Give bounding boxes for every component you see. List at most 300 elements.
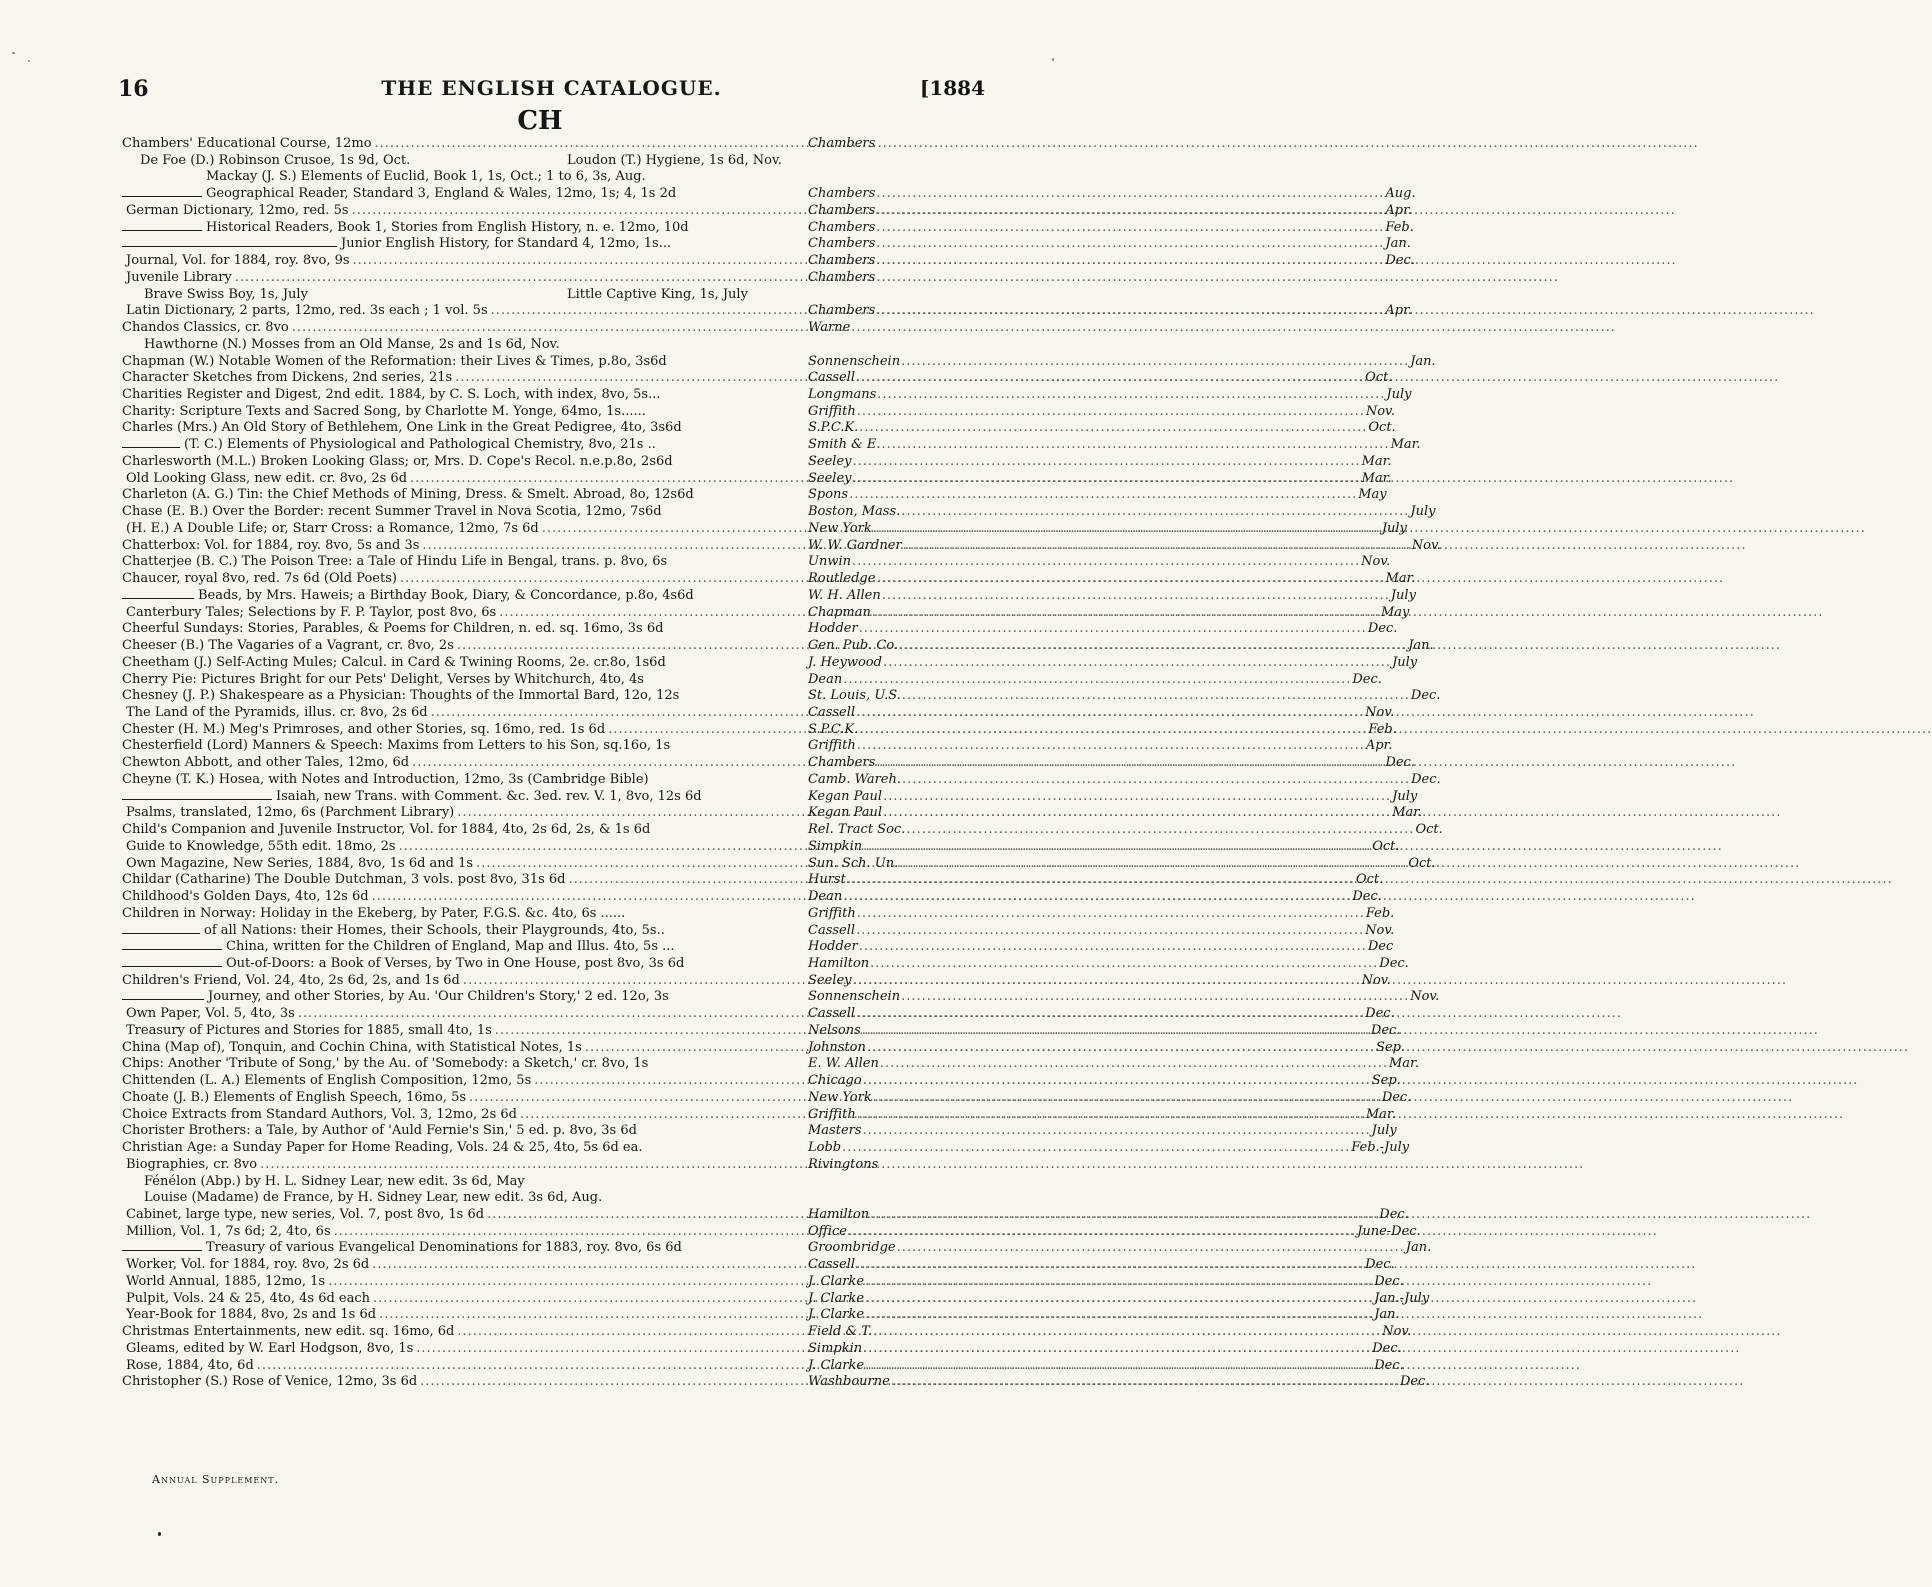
publisher-name: Griffith [808, 738, 856, 754]
catalogue-entry [122, 955, 1409, 973]
publisher-column [808, 1290, 1430, 1308]
entry-second-title: Little Captive King, 1s, July [567, 286, 748, 302]
entry-text-line [122, 203, 806, 220]
publisher-column [808, 520, 1407, 538]
catalogue-entry [122, 621, 1398, 638]
entry-text-line [122, 688, 806, 705]
publisher-column [808, 353, 1436, 371]
entry-text-line [122, 789, 806, 806]
publisher-column [808, 922, 1395, 940]
entry-title: Character Sketches from Dickens, 2nd series, 21s [122, 370, 453, 386]
catalogue-entry [122, 905, 1395, 923]
publisher-name: Warne [808, 320, 851, 336]
publisher-column [808, 621, 1398, 638]
publication-month: Mar. [1361, 453, 1392, 469]
entry-text-line [122, 839, 806, 856]
publication-month: Apr. [1365, 738, 1393, 754]
catalogue-entry [122, 972, 1391, 990]
catalogue-entry [122, 855, 1436, 873]
catalogue-entry [122, 1340, 1402, 1358]
publisher-name: Unwin [808, 554, 851, 570]
publication-month: Dec. [1374, 1357, 1404, 1373]
entry-title: Gleams, edited by W. Earl Hodgson, 8vo, 1s [126, 1340, 414, 1356]
entry-text-line [122, 672, 806, 689]
entry-text-line [122, 722, 806, 739]
publication-month: Apr. [1385, 303, 1413, 319]
publisher-column [808, 1374, 1430, 1391]
publisher-name: Gen. Pub. Co. [808, 638, 899, 654]
entry-text-line [122, 889, 806, 906]
publisher-name: J. Heywood [808, 654, 882, 670]
publisher-column [808, 771, 1441, 789]
entry-title: Charity: Scripture Texts and Sacred Song, by Charlotte M. Yonge, 64mo, 1s...... [122, 403, 646, 419]
catalogue-entry [122, 939, 1394, 956]
dot-leader [862, 1023, 1370, 1040]
dot-leader [859, 621, 1367, 638]
dot-leader [870, 1207, 1378, 1224]
publication-month: Jan. [1374, 1307, 1400, 1323]
dot-leader [375, 136, 1699, 153]
catalogue-entry [122, 1157, 992, 1174]
catalogue-entry [122, 202, 1413, 220]
entry-title: Treasury of various Evangelical Denominations for 1883, roy. 8vo, 6s 6d [206, 1240, 682, 1256]
entry-text-line [122, 354, 806, 371]
publisher-name: Boston, Mass. [808, 504, 901, 520]
publisher-column [808, 755, 1415, 772]
catalogue-entry [122, 1257, 1395, 1274]
catalogue-entry [122, 1056, 1419, 1073]
publisher-name: Simpkin [808, 838, 863, 854]
entry-text-line [122, 521, 806, 538]
publication-month: Oct. [1365, 370, 1393, 386]
publication-month: Dec. [1411, 771, 1441, 787]
dot-leader [883, 805, 1391, 822]
publication-month: Mar. [1361, 470, 1392, 486]
publisher-name: Seeley [808, 470, 852, 486]
catalogue-entry [122, 1174, 992, 1191]
publication-month: July [1390, 587, 1416, 603]
entry-title: Isaiah, new Trans. with Comment. &c. 3ed. rev. V. 1, 8vo, 12s 6d [276, 788, 702, 804]
publisher-name: Cassell [808, 370, 856, 386]
catalogue-entry [122, 1273, 1404, 1291]
entry-text-line [122, 1224, 806, 1241]
entry-text-line [122, 605, 806, 622]
dot-leader [863, 1073, 1371, 1090]
catalogue-entry [122, 872, 1384, 889]
dot-leader [897, 1240, 1405, 1257]
publisher-column [808, 738, 1393, 755]
entry-text-line [122, 571, 806, 588]
publisher-name: Hamilton [808, 1207, 870, 1222]
publisher-name: Seeley [808, 453, 852, 469]
publisher-name: Dean [808, 671, 843, 687]
publication-month: Mar. [1390, 437, 1421, 453]
entry-title: Christopher (S.) Rose of Venice, 12mo, 3s 6d [122, 1374, 418, 1390]
publication-month: Dec. [1352, 889, 1382, 905]
publisher-column [808, 939, 1394, 956]
dot-leader [891, 1374, 1399, 1391]
entry-text-line [122, 989, 806, 1006]
catalogue-entry [122, 1190, 992, 1207]
catalogue-entry [122, 771, 1441, 789]
dot-leader [876, 236, 1384, 253]
publication-month: Dec. [1367, 621, 1398, 637]
publisher-column [808, 1157, 992, 1174]
entry-title: Chatterbox: Vol. for 1884, roy. 8vo, 5s and 3s [122, 537, 420, 553]
running-header [118, 76, 985, 106]
publisher-name: Smith & E. [808, 437, 881, 453]
entry-text-line [122, 1341, 806, 1358]
entry-text-line [122, 956, 806, 973]
entry-text-line [144, 1174, 992, 1191]
publication-month: Jan. [1410, 353, 1436, 369]
publisher-column [808, 905, 1395, 923]
entry-title: Rose, 1884, 4to, 6d [126, 1357, 254, 1373]
entry-text-line [122, 1257, 806, 1274]
publisher-name: E. W. Allen [808, 1056, 879, 1072]
publisher-name: Field & T. [808, 1324, 873, 1340]
entry-title: Junior English History, for Standard 4, 12mo, 1s... [341, 236, 672, 252]
dot-leader [856, 923, 1364, 940]
catalogue-entry [122, 186, 1416, 203]
publisher-column [808, 453, 1392, 471]
entry-text-line [122, 387, 806, 404]
publisher-column [808, 1273, 1404, 1291]
catalogue-entry [122, 387, 1412, 404]
section-heading: CH [517, 106, 563, 136]
ditto-rule [122, 1250, 202, 1251]
entry-title: Old Looking Glass, new edit. cr. 8vo, 2s 6d [126, 470, 408, 486]
publication-month: Dec. [1370, 1022, 1401, 1038]
entry-title: Worker, Vol. for 1884, roy. 8vo, 2s 6d [126, 1257, 370, 1273]
ditto-rule [122, 196, 202, 197]
entry-title: Mackay (J. S.) Elements of Euclid, Book 1, 1s, Oct.; 1 to 6, 3s, Aug. [206, 169, 646, 185]
publisher-column [808, 554, 1391, 571]
entry-title: Christmas Entertainments, new edit. sq. 16mo, 6d [122, 1324, 455, 1340]
publisher-name: Cassell [808, 1257, 856, 1273]
publisher-name: Griffith [808, 403, 856, 419]
entry-text-line [122, 136, 806, 153]
entry-text-line [122, 1140, 806, 1157]
catalogue-entry [122, 1089, 1412, 1107]
dot-leader [853, 471, 1361, 488]
dot-leader [857, 906, 1365, 923]
publisher-column [808, 136, 992, 153]
paper-speck [12, 52, 15, 54]
entry-text-line [122, 923, 806, 940]
publisher-name: Seeley [808, 972, 852, 988]
ditto-rule [122, 966, 222, 967]
catalogue-entry [122, 704, 1395, 722]
publisher-name: J. Clarke [808, 1290, 865, 1306]
publisher-name: Griffith [808, 1106, 856, 1122]
entry-text-line [122, 437, 806, 454]
ditto-rule [122, 598, 194, 599]
entry-title: Chandos Classics, cr. 8vo [122, 320, 289, 336]
publisher-column [808, 1340, 1402, 1358]
catalogue-entry [122, 805, 1423, 822]
entry-text-line [122, 1374, 806, 1391]
publisher-name: W. W. Gardner [808, 537, 902, 553]
entry-title: Charlesworth (M.L.) Broken Looking Glass; or, Mrs. D. Cope's Recol. n.e.p.8o, 2s6d [122, 453, 673, 469]
dot-leader [901, 989, 1409, 1006]
catalogue-entry [122, 688, 1441, 705]
entry-title: Brave Swiss Boy, 1s, July [144, 286, 308, 302]
dot-leader [865, 1274, 1373, 1291]
dot-leader [865, 1358, 1373, 1375]
publisher-column [808, 303, 1413, 320]
dot-leader [863, 1123, 1371, 1140]
publisher-name: Cassell [808, 1006, 856, 1022]
entry-title: Louise (Madame) de France, by H. Sidney Lear, new edit. 3s 6d, Aug. [144, 1190, 603, 1206]
entry-text-line [122, 504, 806, 521]
catalogue-entry [122, 520, 1407, 538]
entry-text-line [122, 236, 806, 253]
entry-text-line [144, 287, 567, 304]
publisher-name: Kegan Paul [808, 788, 883, 804]
publication-month: July [1392, 654, 1418, 670]
entry-title: Childhood's Golden Days, 4to, 12s 6d [122, 889, 369, 905]
publication-month: Dec. [1385, 253, 1415, 269]
entry-title: Own Paper, Vol. 5, 4to, 3s [126, 1006, 295, 1022]
catalogue-entry [122, 504, 1436, 521]
publisher-column [808, 370, 1393, 387]
entry-text-line [122, 621, 806, 638]
catalogue-entry [122, 253, 1415, 270]
publisher-name: Groombridge [808, 1240, 896, 1256]
entry-text-line [122, 1056, 806, 1073]
publisher-column [808, 822, 1443, 839]
catalogue-entry [122, 287, 992, 304]
entry-title: Children's Friend, Vol. 24, 4to, 2s 6d, 2s, and 1s 6d [122, 972, 460, 988]
catalogue-entry [122, 671, 1382, 689]
publication-month: Jan. [1405, 1240, 1432, 1256]
entry-text-line [122, 1291, 806, 1308]
ditto-rule [122, 246, 337, 247]
publisher-column [808, 788, 1418, 806]
catalogue-entry [122, 638, 1434, 655]
publisher-name: Johnston [808, 1039, 866, 1055]
publisher-column [808, 487, 1387, 504]
publication-month: Jan. [1408, 638, 1434, 654]
publisher-column [808, 1240, 1432, 1257]
dot-leader [848, 1224, 1356, 1241]
dot-leader [853, 454, 1361, 471]
catalogue-entry [122, 922, 1395, 940]
publication-month: Dec. [1385, 755, 1415, 771]
dot-leader [873, 1090, 1381, 1107]
publisher-name: Washbourne [808, 1374, 890, 1390]
entry-title: Child's Companion and Juvenile Instructor, Vol. for 1884, 4to, 2s 6d, 2s, & 1s 6d [122, 822, 651, 838]
entry-text-line [122, 588, 806, 605]
publisher-column [808, 1223, 1421, 1241]
publisher-column [808, 638, 1434, 655]
publisher-column [808, 989, 1440, 1006]
dot-leader [856, 1257, 1364, 1274]
entry-text-line [122, 253, 806, 270]
publisher-column [808, 1257, 1395, 1274]
publisher-name: J. Clarke [808, 1273, 865, 1289]
ditto-rule [122, 230, 202, 231]
publisher-column [808, 186, 1416, 203]
publisher-name: New York [808, 1089, 872, 1105]
publisher-name: Sonnenschein [808, 353, 901, 369]
publication-month: Oct. [1372, 838, 1400, 854]
publication-month: Dec. [1379, 1207, 1409, 1222]
publisher-column [808, 1022, 1401, 1040]
publication-month: Feb.-July [1351, 1140, 1410, 1156]
dot-leader [873, 1324, 1381, 1341]
catalogue-entry [122, 1106, 1396, 1124]
publisher-column [808, 1207, 1409, 1224]
dot-leader [859, 939, 1367, 956]
entry-title: Historical Readers, Book 1, Stories from English History, n. e. 12mo, 10d [206, 219, 689, 235]
paper-speck [1052, 58, 1054, 61]
publisher-name: Kegan Paul [808, 805, 883, 821]
entry-title: Children in Norway: Holiday in the Ekeberg, by Pater, F.G.S. &c. 4to, 6s ...... [122, 905, 626, 921]
entry-title: De Foe (D.) Robinson Crusoe, 1s 9d, Oct. [140, 152, 411, 168]
dot-leader [865, 1291, 1373, 1308]
catalogue-entry [122, 219, 1414, 237]
entry-text-line [122, 303, 806, 320]
publisher-name: Chambers [808, 219, 876, 235]
publication-month: Oct. [1415, 822, 1443, 838]
entry-title: Cabinet, large type, new series, Vol. 7, post 8vo, 1s 6d [126, 1207, 485, 1222]
entry-text-line [140, 153, 567, 170]
publisher-column [808, 872, 1384, 889]
catalogue-entry [122, 1006, 1395, 1023]
dot-leader [843, 672, 1351, 689]
publisher-name: Chambers [808, 303, 876, 319]
publication-month: Nov. [1365, 704, 1395, 720]
footer-note: Annual Supplement. [152, 1473, 280, 1486]
entry-title: Chatterjee (B. C.) The Poison Tree: a Tale of Hindu Life in Bengal, trans. p. 8vo, 6s [122, 554, 668, 570]
entry-title: Christian Age: a Sunday Paper for Home Reading, Vols. 24 & 25, 4to, 5s 6d ea. [122, 1140, 643, 1156]
publication-month: Dec [1367, 939, 1394, 955]
entry-title: Cherry Pie: Pictures Bright for our Pets' Delight, Verses by Whitchurch, 4to, 4s [122, 671, 644, 687]
catalogue-entry [122, 169, 992, 186]
entry-title: Latin Dictionary, 2 parts, 12mo, red. 3s each ; 1 vol. 5s [126, 303, 488, 319]
ditto-rule [122, 933, 200, 934]
catalogue-entry [122, 337, 992, 354]
publication-month: Aug. [1385, 186, 1416, 202]
dot-leader [901, 354, 1409, 371]
publisher-name: Chambers [808, 202, 876, 218]
publication-month: Jan.-July [1374, 1290, 1430, 1306]
entry-text-line [122, 370, 806, 387]
publication-month: Nov. [1361, 972, 1391, 988]
publisher-name: Hurst [808, 872, 846, 888]
publisher-name: Office [808, 1223, 847, 1239]
publisher-name: Longmans [808, 387, 877, 403]
publisher-column [808, 955, 1409, 973]
entry-text-line [122, 1157, 806, 1174]
entry-title: Fénélon (Abp.) by H. L. Sidney Lear, new edit. 3s 6d, May [144, 1173, 525, 1189]
publisher-name: Chambers [808, 253, 876, 269]
dot-leader [876, 571, 1384, 588]
catalogue-entry [122, 738, 1393, 755]
publisher-name: Simpkin [808, 1340, 863, 1356]
publisher-column [808, 1123, 1397, 1140]
entry-title: Geographical Reader, Standard 3, England & Wales, 12mo, 1s; 4, 1s 2d [206, 186, 677, 202]
publisher-name: W. H. Allen [808, 587, 881, 603]
publisher-name: Chambers [808, 136, 876, 151]
publisher-name: Chambers [808, 186, 876, 202]
dot-leader [883, 789, 1391, 806]
publisher-column [808, 420, 1396, 437]
dot-leader [899, 856, 1407, 873]
publisher-column [808, 504, 1436, 521]
entry-title: China, written for the Children of England, Map and Illus. 4to, 5s ... [226, 939, 675, 955]
publisher-name: New York [808, 520, 872, 536]
publication-month: Nov. [1365, 922, 1395, 938]
catalogue-entry [122, 838, 1400, 856]
publisher-column [808, 1056, 1419, 1073]
entry-text-line [122, 1006, 806, 1023]
entry-title: Charles (Mrs.) An Old Story of Bethlehem, One Link in the Great Pedigree, 4to, 3s6d [122, 420, 682, 436]
paper-speck [28, 60, 30, 62]
dot-leader [859, 420, 1367, 437]
catalogue-entry [122, 453, 1392, 471]
publisher-column [808, 253, 1415, 270]
catalogue-entry [122, 1290, 1430, 1308]
catalogue-entry [122, 270, 992, 287]
dot-leader [857, 1107, 1365, 1124]
entry-text-line [122, 1324, 806, 1341]
entry-text-line [122, 1358, 806, 1375]
entry-title: Treasury of Pictures and Stories for 1885, small 4to, 1s [126, 1022, 492, 1038]
entry-text-line [122, 939, 806, 956]
publication-month: Dec. [1365, 1257, 1395, 1273]
entry-text-line [122, 738, 806, 755]
dot-leader [856, 370, 1364, 387]
entry-title: Chittenden (L. A.) Elements of English Composition, 12mo, 5s [122, 1073, 532, 1089]
dot-leader [881, 437, 1389, 454]
entry-text-line [122, 471, 806, 488]
publication-month: Jan. [1385, 236, 1411, 252]
entry-title: Childar (Catharine) The Double Dutchman, 3 vols. post 8vo, 31s 6d [122, 872, 566, 888]
entry-title: Choate (J. B.) Elements of English Speech, 16mo, 5s [122, 1089, 467, 1105]
entry-text-line [122, 1207, 806, 1224]
publisher-column [808, 704, 1395, 722]
publisher-column [808, 1307, 1400, 1324]
catalogue-entry [122, 1073, 1401, 1090]
ditto-rule [122, 447, 180, 448]
dot-leader [899, 638, 1407, 655]
catalogue-entry [122, 1374, 1430, 1391]
ditto-rule [122, 999, 204, 1000]
dot-leader [853, 973, 1361, 990]
publisher-name: J. Clarke [808, 1357, 865, 1373]
dot-leader [857, 738, 1365, 755]
entry-title: Chesterfield (Lord) Manners & Speech: Maxims from Letters to his Son, sq.16o, 1s [122, 738, 671, 754]
entry-text-line [122, 538, 806, 555]
entry-title: of all Nations: their Homes, their Schools, their Playgrounds, 4to, 5s.. [204, 922, 665, 938]
publisher-name: Hamilton [808, 955, 870, 971]
publisher-name: Chambers [808, 269, 876, 285]
publisher-name: Chambers [808, 236, 876, 252]
entry-title: Chapman (W.) Notable Women of the Reformation: their Lives & Times, p.8o, 3s6d [122, 353, 667, 369]
entry-title: Journey, and other Stories, by Au. 'Our Children's Story,' 2 ed. 12o, 3s [208, 989, 669, 1005]
dot-leader [902, 772, 1410, 789]
catalogue-entry [122, 604, 1410, 622]
ditto-rule [122, 949, 222, 950]
publisher-name: Masters [808, 1123, 862, 1139]
publisher-column [808, 403, 1395, 421]
dot-leader [863, 839, 1371, 856]
publication-month: Dec. [1379, 955, 1409, 971]
publisher-name: Lobb [808, 1140, 842, 1156]
